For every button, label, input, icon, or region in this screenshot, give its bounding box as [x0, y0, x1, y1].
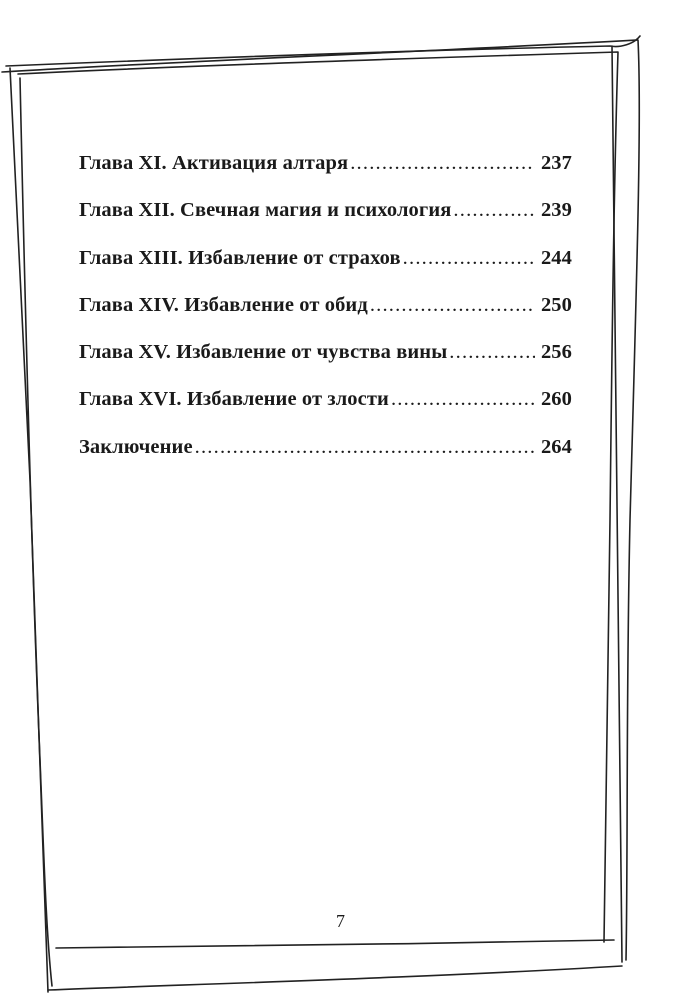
toc-entry	[79, 199, 572, 246]
toc-leader-dots	[370, 294, 535, 317]
toc-leader-dots	[391, 388, 535, 411]
toc-entry-title: Заключение	[79, 435, 193, 458]
toc-entry-page: 244	[540, 246, 572, 269]
toc-entry-title: Глава XIII. Избавление от страхов	[79, 246, 401, 269]
toc-entry	[79, 152, 572, 199]
toc-entry-page: 239	[540, 199, 572, 222]
toc-entry	[79, 341, 572, 388]
toc-entry	[79, 294, 572, 341]
toc-entry-page: 256	[540, 341, 572, 364]
toc-entry-page: 250	[540, 293, 572, 316]
toc-entry	[79, 247, 572, 294]
toc-leader-dots	[403, 247, 535, 270]
toc-entry-title: Глава XI. Активация алтаря	[79, 152, 349, 174]
toc-entry	[79, 388, 572, 435]
toc-entry-title: Глава XIV. Избавление от обид	[79, 293, 368, 316]
toc-entry-title: Глава XVI. Избавление от злости	[79, 388, 389, 411]
toc-entry-page: 264	[540, 435, 572, 458]
toc-leader-dots	[453, 199, 535, 222]
toc-leader-dots	[195, 436, 535, 459]
toc-leader-dots	[350, 152, 535, 175]
table-of-contents	[79, 152, 572, 483]
toc-entry-page: 260	[540, 388, 572, 411]
toc-entry-title: Глава XII. Свечная магия и психология	[79, 199, 452, 222]
toc-leader-dots	[449, 341, 535, 364]
page-number: 7	[336, 911, 345, 931]
toc-entry	[79, 436, 572, 483]
toc-entry-page: 237	[540, 152, 572, 174]
toc-entry-title: Глава XV. Избавление от чувства вины	[79, 341, 448, 364]
